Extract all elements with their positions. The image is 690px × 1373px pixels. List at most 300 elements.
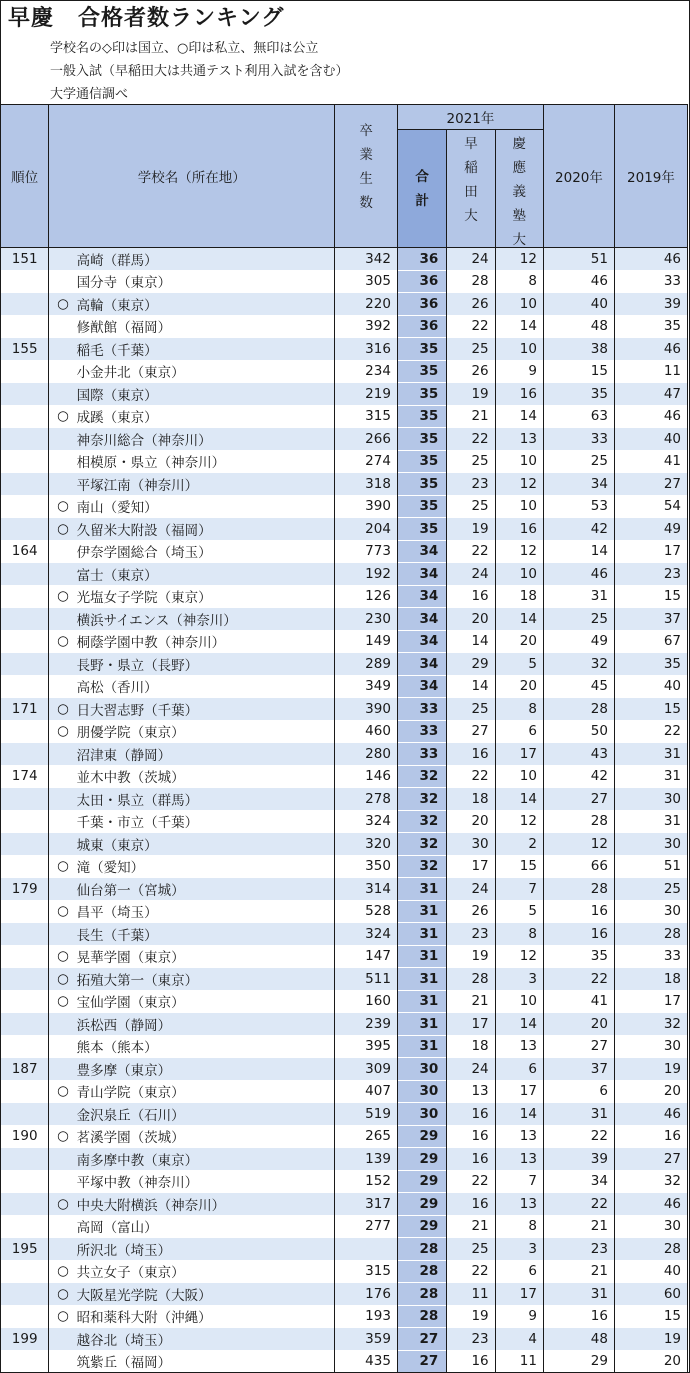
cell-school: 金沢泉丘（石川） [77, 1103, 335, 1126]
cell-mark [49, 1328, 77, 1351]
cell-waseda: 16 [447, 1350, 495, 1373]
cell-school: 昭和薬科大附（沖縄） [77, 1305, 335, 1328]
cell-school: 青山学院（東京） [77, 1080, 335, 1103]
cell-mark [49, 315, 77, 338]
cell-grads: 239 [335, 1013, 398, 1036]
cell-grads: 324 [335, 810, 398, 833]
cell-2019: 31 [614, 743, 687, 766]
cell-total: 36 [397, 270, 446, 293]
header-rank: 順位 [1, 105, 49, 248]
cell-waseda: 16 [447, 1125, 495, 1148]
cell-2020: 66 [543, 855, 614, 878]
header-keio-clip [496, 132, 543, 246]
cell-grads: 460 [335, 720, 398, 743]
cell-waseda: 28 [447, 968, 495, 991]
cell-rank [1, 1260, 49, 1283]
cell-2020: 35 [543, 945, 614, 968]
cell-rank [1, 1103, 49, 1126]
cell-2020: 16 [543, 923, 614, 946]
table-row [1, 428, 688, 451]
cell-waseda: 21 [447, 990, 495, 1013]
cell-school: 成蹊（東京） [77, 405, 335, 428]
cell-keio: 14 [495, 1103, 543, 1126]
cell-school: 国分寺（東京） [77, 270, 335, 293]
cell-total: 35 [397, 405, 446, 428]
cell-total: 30 [397, 1103, 446, 1126]
cell-rank [1, 855, 49, 878]
cell-2020: 33 [543, 428, 614, 451]
table-row [1, 1193, 688, 1216]
cell-rank [1, 405, 49, 428]
note-school-marks: 学校名の◇印は国立、○印は私立、無印は公立 [50, 41, 319, 56]
cell-2020: 25 [543, 608, 614, 631]
cell-total: 31 [397, 878, 446, 901]
cell-rank [1, 1305, 49, 1328]
table-row [1, 1125, 688, 1148]
cell-waseda: 14 [447, 675, 495, 698]
cell-keio: 17 [495, 1080, 543, 1103]
cell-waseda: 18 [447, 1035, 495, 1058]
cell-school: 千葉・市立（千葉） [77, 810, 335, 833]
cell-2020: 14 [543, 540, 614, 563]
cell-total: 29 [397, 1170, 446, 1193]
cell-mark: ○ [49, 945, 77, 968]
cell-2020: 46 [543, 270, 614, 293]
cell-2019: 15 [614, 1305, 687, 1328]
cell-school: 筑紫丘（福岡） [77, 1350, 335, 1373]
cell-total: 32 [397, 855, 446, 878]
cell-school: 豊多摩（東京） [77, 1058, 335, 1081]
cell-mark: ○ [49, 1260, 77, 1283]
cell-2019: 37 [614, 608, 687, 631]
cell-2020: 22 [543, 1125, 614, 1148]
cell-rank: 171 [1, 698, 49, 721]
cell-grads: 289 [335, 653, 398, 676]
cell-mark: ○ [49, 968, 77, 991]
cell-total: 28 [397, 1238, 446, 1261]
cell-grads: 274 [335, 450, 398, 473]
cell-rank [1, 293, 49, 316]
cell-total: 31 [397, 990, 446, 1013]
cell-total: 34 [397, 630, 446, 653]
cell-mark [49, 788, 77, 811]
cell-total: 30 [397, 1058, 446, 1081]
cell-total: 34 [397, 540, 446, 563]
cell-school: 日大習志野（千葉） [77, 698, 335, 721]
cell-mark [49, 1170, 77, 1193]
header-school: 学校名（所在地） [49, 105, 335, 248]
cell-2020: 28 [543, 878, 614, 901]
cell-keio: 7 [495, 1170, 543, 1193]
cell-rank [1, 270, 49, 293]
cell-rank [1, 518, 49, 541]
cell-total: 35 [397, 473, 446, 496]
cell-keio: 6 [495, 1260, 543, 1283]
cell-2019: 23 [614, 563, 687, 586]
cell-total: 29 [397, 1125, 446, 1148]
cell-school: 高崎（群馬） [77, 248, 335, 271]
table-row [1, 810, 688, 833]
cell-rank [1, 360, 49, 383]
cell-mark: ○ [49, 720, 77, 743]
cell-2019: 30 [614, 788, 687, 811]
cell-keio: 13 [495, 428, 543, 451]
cell-total: 34 [397, 585, 446, 608]
cell-waseda: 17 [447, 1013, 495, 1036]
cell-mark [49, 923, 77, 946]
cell-2020: 34 [543, 1170, 614, 1193]
cell-waseda: 16 [447, 1148, 495, 1171]
cell-mark [49, 608, 77, 631]
cell-total: 36 [397, 248, 446, 271]
cell-rank [1, 788, 49, 811]
cell-2019: 49 [614, 518, 687, 541]
cell-waseda: 22 [447, 1260, 495, 1283]
cell-grads: 160 [335, 990, 398, 1013]
table-row [1, 1283, 688, 1306]
cell-keio: 10 [495, 338, 543, 361]
cell-school: 光塩女子学院（東京） [77, 585, 335, 608]
cell-grads [335, 1238, 398, 1261]
cell-rank [1, 945, 49, 968]
cell-school: 稲毛（千葉） [77, 338, 335, 361]
cell-rank [1, 1350, 49, 1373]
cell-keio: 14 [495, 608, 543, 631]
cell-mark [49, 1350, 77, 1373]
cell-2019: 46 [614, 248, 687, 271]
cell-keio: 11 [495, 1350, 543, 1373]
cell-total: 33 [397, 743, 446, 766]
header-grads [335, 105, 398, 248]
cell-school: 仙台第一（宮城） [77, 878, 335, 901]
cell-grads: 528 [335, 900, 398, 923]
cell-mark [49, 1148, 77, 1171]
cell-2020: 16 [543, 1305, 614, 1328]
table-row [1, 563, 688, 586]
cell-2020: 28 [543, 810, 614, 833]
table-row [1, 540, 688, 563]
cell-grads: 309 [335, 1058, 398, 1081]
cell-grads: 314 [335, 878, 398, 901]
cell-rank [1, 1035, 49, 1058]
cell-mark: ○ [49, 1193, 77, 1216]
cell-grads: 392 [335, 315, 398, 338]
cell-waseda: 22 [447, 540, 495, 563]
cell-2020: 23 [543, 1238, 614, 1261]
cell-keio: 12 [495, 473, 543, 496]
cell-waseda: 13 [447, 1080, 495, 1103]
cell-waseda: 23 [447, 473, 495, 496]
cell-rank [1, 900, 49, 923]
cell-rank [1, 383, 49, 406]
table-row [1, 833, 688, 856]
cell-total: 29 [397, 1215, 446, 1238]
cell-2020: 45 [543, 675, 614, 698]
cell-grads: 342 [335, 248, 398, 271]
cell-grads: 176 [335, 1283, 398, 1306]
cell-2020: 22 [543, 1193, 614, 1216]
table-row [1, 1260, 688, 1283]
cell-keio: 20 [495, 630, 543, 653]
cell-mark [49, 1103, 77, 1126]
cell-2019: 46 [614, 405, 687, 428]
cell-total: 35 [397, 360, 446, 383]
cell-school: 中央大附横浜（神奈川） [77, 1193, 335, 1216]
cell-waseda: 24 [447, 563, 495, 586]
cell-2019: 31 [614, 765, 687, 788]
table-row [1, 675, 688, 698]
cell-rank [1, 990, 49, 1013]
cell-keio: 5 [495, 900, 543, 923]
cell-rank [1, 675, 49, 698]
title-main: 早慶 [8, 6, 55, 31]
header-2020: 2020年 [543, 105, 614, 248]
cell-waseda: 25 [447, 338, 495, 361]
table-row [1, 653, 688, 676]
cell-school: 宝仙学園（東京） [77, 990, 335, 1013]
table-row [1, 1080, 688, 1103]
cell-total: 30 [397, 1080, 446, 1103]
table-row [1, 630, 688, 653]
cell-grads: 147 [335, 945, 398, 968]
cell-2020: 22 [543, 968, 614, 991]
cell-2020: 21 [543, 1215, 614, 1238]
cell-2019: 20 [614, 1080, 687, 1103]
cell-waseda: 22 [447, 428, 495, 451]
cell-school: 富士（東京） [77, 563, 335, 586]
cell-waseda: 30 [447, 833, 495, 856]
cell-school: 神奈川総合（神奈川） [77, 428, 335, 451]
cell-school: 茗溪学園（茨城） [77, 1125, 335, 1148]
cell-total: 31 [397, 1013, 446, 1036]
table-row [1, 518, 688, 541]
table-row [1, 585, 688, 608]
cell-2019: 40 [614, 428, 687, 451]
table-row [1, 608, 688, 631]
cell-mark [49, 1058, 77, 1081]
cell-2019: 40 [614, 675, 687, 698]
cell-waseda: 20 [447, 810, 495, 833]
cell-total: 35 [397, 338, 446, 361]
cell-waseda: 25 [447, 495, 495, 518]
cell-keio: 4 [495, 1328, 543, 1351]
cell-keio: 13 [495, 1125, 543, 1148]
cell-school: 朋優学院（東京） [77, 720, 335, 743]
cell-grads: 146 [335, 765, 398, 788]
cell-total: 32 [397, 765, 446, 788]
cell-grads: 204 [335, 518, 398, 541]
cell-total: 28 [397, 1260, 446, 1283]
cell-keio: 13 [495, 1035, 543, 1058]
header-year-2021: 2021年 [397, 105, 543, 130]
cell-waseda: 21 [447, 405, 495, 428]
cell-rank [1, 1013, 49, 1036]
cell-grads: 407 [335, 1080, 398, 1103]
cell-2019: 46 [614, 1103, 687, 1126]
table-row [1, 495, 688, 518]
cell-mark [49, 428, 77, 451]
cell-grads: 395 [335, 1035, 398, 1058]
cell-grads: 317 [335, 1193, 398, 1216]
ranking-rows [1, 248, 688, 1373]
cell-2020: 46 [543, 563, 614, 586]
cell-grads: 139 [335, 1148, 398, 1171]
cell-rank: 155 [1, 338, 49, 361]
header-2019: 2019年 [614, 105, 687, 248]
cell-total: 28 [397, 1283, 446, 1306]
cell-waseda: 17 [447, 855, 495, 878]
cell-grads: 359 [335, 1328, 398, 1351]
cell-grads: 265 [335, 1125, 398, 1148]
cell-rank [1, 653, 49, 676]
table-row [1, 360, 688, 383]
cell-mark [49, 383, 77, 406]
table-row [1, 1215, 688, 1238]
cell-total: 27 [397, 1350, 446, 1373]
cell-mark: ○ [49, 1283, 77, 1306]
cell-waseda: 24 [447, 1058, 495, 1081]
cell-2019: 46 [614, 338, 687, 361]
cell-2020: 21 [543, 1260, 614, 1283]
cell-2019: 33 [614, 270, 687, 293]
cell-mark [49, 540, 77, 563]
cell-2019: 31 [614, 810, 687, 833]
cell-grads: 230 [335, 608, 398, 631]
cell-total: 27 [397, 1328, 446, 1351]
cell-2020: 25 [543, 450, 614, 473]
cell-waseda: 19 [447, 518, 495, 541]
cell-rank: 174 [1, 765, 49, 788]
cell-2019: 20 [614, 1350, 687, 1373]
cell-keio: 5 [495, 653, 543, 676]
cell-school: 相模原・県立（神奈川） [77, 450, 335, 473]
cell-mark: ○ [49, 900, 77, 923]
cell-mark [49, 360, 77, 383]
cell-total: 29 [397, 1193, 446, 1216]
cell-rank [1, 810, 49, 833]
cell-school: 小金井北（東京） [77, 360, 335, 383]
cell-2019: 41 [614, 450, 687, 473]
cell-school: 修猷館（福岡） [77, 315, 335, 338]
cell-mark [49, 743, 77, 766]
cell-total: 34 [397, 653, 446, 676]
table-row [1, 1328, 688, 1351]
cell-keio: 9 [495, 1305, 543, 1328]
cell-school: 沼津東（静岡） [77, 743, 335, 766]
cell-keio: 12 [495, 945, 543, 968]
cell-mark [49, 765, 77, 788]
cell-keio: 3 [495, 968, 543, 991]
table-row [1, 383, 688, 406]
cell-grads: 511 [335, 968, 398, 991]
cell-total: 31 [397, 900, 446, 923]
cell-waseda: 20 [447, 608, 495, 631]
cell-2019: 67 [614, 630, 687, 653]
cell-rank [1, 833, 49, 856]
cell-rank [1, 473, 49, 496]
cell-2019: 19 [614, 1058, 687, 1081]
table-row [1, 338, 688, 361]
cell-keio: 6 [495, 720, 543, 743]
cell-2020: 42 [543, 518, 614, 541]
cell-school: 南多摩中教（東京） [77, 1148, 335, 1171]
table-row [1, 1148, 688, 1171]
table-row [1, 855, 688, 878]
cell-waseda: 23 [447, 923, 495, 946]
cell-2019: 11 [614, 360, 687, 383]
cell-total: 33 [397, 698, 446, 721]
table-row [1, 473, 688, 496]
cell-2020: 43 [543, 743, 614, 766]
cell-waseda: 26 [447, 293, 495, 316]
cell-total: 31 [397, 968, 446, 991]
cell-rank [1, 743, 49, 766]
cell-waseda: 25 [447, 698, 495, 721]
cell-school: 太田・県立（群馬） [77, 788, 335, 811]
cell-grads: 234 [335, 360, 398, 383]
cell-school: 高輪（東京） [77, 293, 335, 316]
table-row [1, 878, 688, 901]
table-row [1, 923, 688, 946]
cell-keio: 13 [495, 1193, 543, 1216]
cell-waseda: 26 [447, 360, 495, 383]
cell-2019: 16 [614, 1125, 687, 1148]
cell-total: 34 [397, 608, 446, 631]
cell-grads: 320 [335, 833, 398, 856]
cell-grads: 390 [335, 495, 398, 518]
cell-grads: 315 [335, 1260, 398, 1283]
cell-school: 長生（千葉） [77, 923, 335, 946]
cell-waseda: 27 [447, 720, 495, 743]
cell-rank [1, 450, 49, 473]
cell-keio: 10 [495, 495, 543, 518]
table-row [1, 720, 688, 743]
cell-keio: 12 [495, 540, 543, 563]
cell-total: 34 [397, 675, 446, 698]
cell-total: 36 [397, 315, 446, 338]
header-keio-text: 慶 應 義 塾 大 [512, 136, 527, 246]
cell-keio: 17 [495, 743, 543, 766]
cell-keio: 3 [495, 1238, 543, 1261]
cell-waseda: 29 [447, 653, 495, 676]
cell-total: 32 [397, 788, 446, 811]
cell-waseda: 19 [447, 1305, 495, 1328]
cell-mark: ○ [49, 293, 77, 316]
cell-keio: 8 [495, 1215, 543, 1238]
cell-2019: 51 [614, 855, 687, 878]
cell-2020: 31 [543, 585, 614, 608]
cell-school: 高岡（富山） [77, 1215, 335, 1238]
cell-keio: 18 [495, 585, 543, 608]
cell-keio: 16 [495, 383, 543, 406]
cell-waseda: 25 [447, 450, 495, 473]
cell-2020: 51 [543, 248, 614, 271]
table-row [1, 743, 688, 766]
cell-grads: 315 [335, 405, 398, 428]
cell-total: 35 [397, 428, 446, 451]
cell-grads: 305 [335, 270, 398, 293]
cell-2019: 54 [614, 495, 687, 518]
cell-2020: 28 [543, 698, 614, 721]
cell-grads: 152 [335, 1170, 398, 1193]
cell-school: 昌平（埼玉） [77, 900, 335, 923]
cell-2020: 42 [543, 765, 614, 788]
cell-keio: 8 [495, 923, 543, 946]
table-row [1, 1305, 688, 1328]
cell-waseda: 22 [447, 765, 495, 788]
cell-mark: ○ [49, 585, 77, 608]
cell-2020: 49 [543, 630, 614, 653]
